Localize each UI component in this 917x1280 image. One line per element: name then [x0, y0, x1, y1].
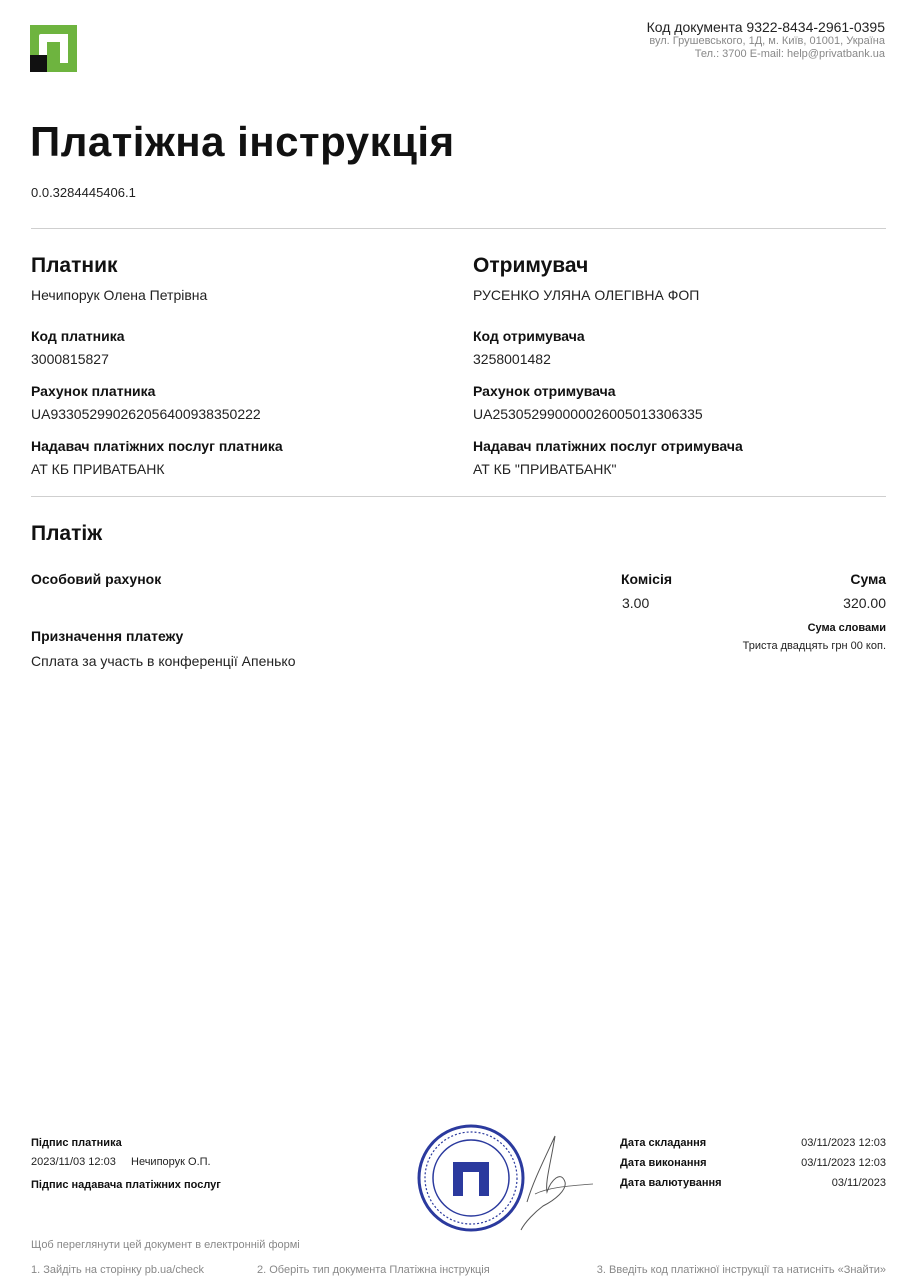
created-date-label: Дата складання [620, 1137, 707, 1149]
provider-sign-label: Підпис надавача платіжних послуг [31, 1179, 221, 1191]
payer-sign-name: Нечипорук О.П. [131, 1156, 211, 1168]
payer-sign-date: 2023/11/03 12:03 [31, 1156, 116, 1168]
purpose-value: Сплата за участь в конференції Апенько [31, 653, 296, 669]
sum-label: Сума [850, 571, 886, 587]
divider [31, 228, 886, 229]
document-meta [647, 19, 885, 61]
payer-name: Нечипорук Олена Петрівна [31, 287, 208, 303]
payer-provider-label: Надавач платіжних послуг платника [31, 438, 283, 454]
sum-words-label: Сума словами [807, 622, 886, 634]
commission-value: 3.00 [622, 595, 650, 611]
created-date: 03/11/2023 12:03 [801, 1137, 886, 1149]
bank-address: вул. Грушевського, 1Д, м. Київ, 01001, Україна [649, 35, 885, 47]
document-code: Код документа 9322-8434-2961-0395 [646, 19, 885, 35]
footer-step-2: 2. Оберіть тип документа Платіжна інструкція [257, 1264, 490, 1276]
sum-words-value: Триста двадцять грн 00 коп. [742, 640, 886, 652]
executed-date-label: Дата виконання [620, 1157, 707, 1169]
recipient-account-label: Рахунок отримувача [473, 383, 616, 399]
recipient-code: 3258001482 [473, 351, 551, 367]
purpose-label: Призначення платежу [31, 628, 184, 644]
payer-account-label: Рахунок платника [31, 383, 156, 399]
divider [31, 496, 886, 497]
bank-stamp-icon [415, 1122, 595, 1234]
footer-intro: Щоб переглянути цей документ в електронній формі [31, 1239, 300, 1251]
recipient-account: UA253052990000026005013306335 [473, 406, 703, 422]
payer-sign-label: Підпис платника [31, 1137, 122, 1149]
personal-account-label: Особовий рахунок [31, 571, 162, 587]
payer-provider: АТ КБ ПРИВАТБАНК [31, 461, 165, 477]
commission-label: Комісія [621, 571, 673, 587]
payer-code: 3000815827 [31, 351, 109, 367]
recipient-provider-label: Надавач платіжних послуг отримувача [473, 438, 743, 454]
payer-account: UA933052990262056400938350222 [31, 406, 261, 422]
document-number: 0.0.3284445406.1 [31, 185, 136, 200]
recipient-heading: Отримувач [473, 254, 589, 277]
value-date: 03/11/2023 [831, 1177, 886, 1189]
sum-value: 320.00 [843, 595, 886, 611]
page-title: Платіжна інструкція [30, 118, 455, 165]
recipient-name: РУСЕНКО УЛЯНА ОЛЕГІВНА ФОП [473, 287, 700, 303]
payer-heading: Платник [31, 254, 118, 277]
value-date-label: Дата валютування [620, 1177, 722, 1189]
bank-contacts: Тел.: 3700 E-mail: help@privatbank.ua [694, 48, 885, 60]
footer-step-3: 3. Введіть код платіжної інструкції та натисніть «Знайти» [596, 1264, 886, 1276]
executed-date: 03/11/2023 12:03 [801, 1157, 886, 1169]
recipient-code-label: Код отримувача [473, 328, 585, 344]
footer-step-1: 1. Зайдіть на сторінку pb.ua/check [31, 1264, 205, 1276]
payment-heading: Платіж [31, 522, 103, 545]
recipient-provider: АТ КБ "ПРИВАТБАНК" [473, 461, 617, 477]
privatbank-logo-icon [30, 25, 77, 72]
payer-code-label: Код платника [31, 328, 125, 344]
